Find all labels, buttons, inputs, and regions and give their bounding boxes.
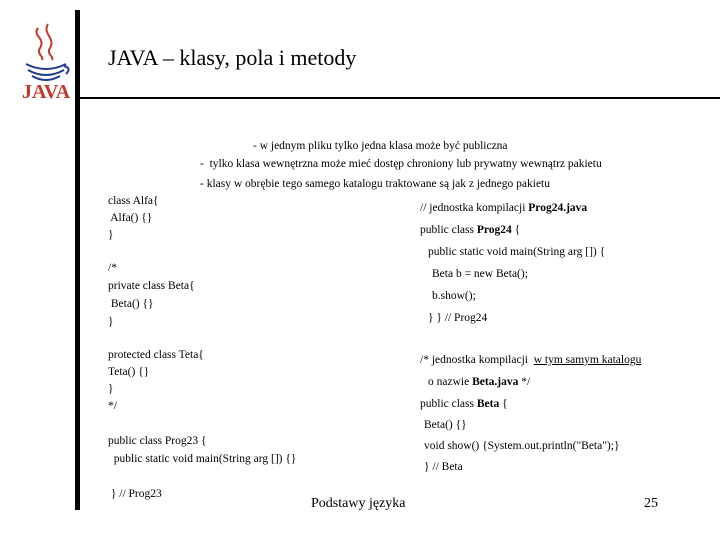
right-code-line: /* jednostka kompilacji w tym samym katalogu xyxy=(420,354,642,366)
right-code-line: public static void main(String arg []) { xyxy=(428,246,606,258)
coffee-cup-icon xyxy=(26,64,69,80)
steam-icon xyxy=(36,24,52,60)
java-logo-text: JAVA xyxy=(22,81,71,102)
left-code-line: private class Beta{ xyxy=(108,280,195,292)
java-logo xyxy=(18,20,74,102)
vertical-rule xyxy=(75,10,80,510)
note-2: - tylko klasa wewnętrzna może mieć dostęp chroniony lub prywatny wewnątrz pakietu xyxy=(200,158,602,170)
right-code-line: Beta b = new Beta(); xyxy=(432,268,528,280)
left-code-line: Beta() {} xyxy=(108,298,154,310)
horizontal-rule xyxy=(75,97,720,99)
left-code-line: Alfa() {} xyxy=(108,212,153,224)
right-code-line: o nazwie Beta.java */ xyxy=(428,376,531,388)
right-code-line: Beta() {} xyxy=(424,419,467,431)
right-code-line: public class Beta { xyxy=(420,398,508,410)
right-code-line: public class Prog24 { xyxy=(420,224,521,236)
left-code-line: /* xyxy=(108,262,117,274)
left-code-line: } xyxy=(108,316,114,328)
left-code-line: } xyxy=(108,229,114,241)
right-code-line: } // Beta xyxy=(424,461,463,473)
note-1: - w jednym pliku tylko jedna klasa może być publiczna xyxy=(253,140,508,152)
note-3: - klasy w obrębie tego samego katalogu traktowane są jak z jednego pakietu xyxy=(200,178,550,190)
page-title: JAVA – klasy, pola i metody xyxy=(108,45,357,70)
right-code-line: } } // Prog24 xyxy=(428,312,488,324)
left-code-line: } // Prog23 xyxy=(108,488,162,500)
left-code-line: } xyxy=(108,383,114,395)
page-number: 25 xyxy=(644,496,658,511)
left-code-line: */ xyxy=(108,400,117,412)
left-code-line: protected class Teta{ xyxy=(108,349,204,361)
left-code-line: Teta() {} xyxy=(108,366,150,378)
left-code-line: class Alfa{ xyxy=(108,195,159,207)
right-code-line: b.show(); xyxy=(432,290,476,302)
footer-title: Podstawy języka xyxy=(311,496,406,511)
right-code-line: void show() {System.out.println("Beta");} xyxy=(424,440,620,452)
right-code-line: // jednostka kompilacji Prog24.java xyxy=(420,202,588,214)
left-code-line: public static void main(String arg []) {} xyxy=(108,453,297,465)
left-code-line: public class Prog23 { xyxy=(108,435,207,447)
